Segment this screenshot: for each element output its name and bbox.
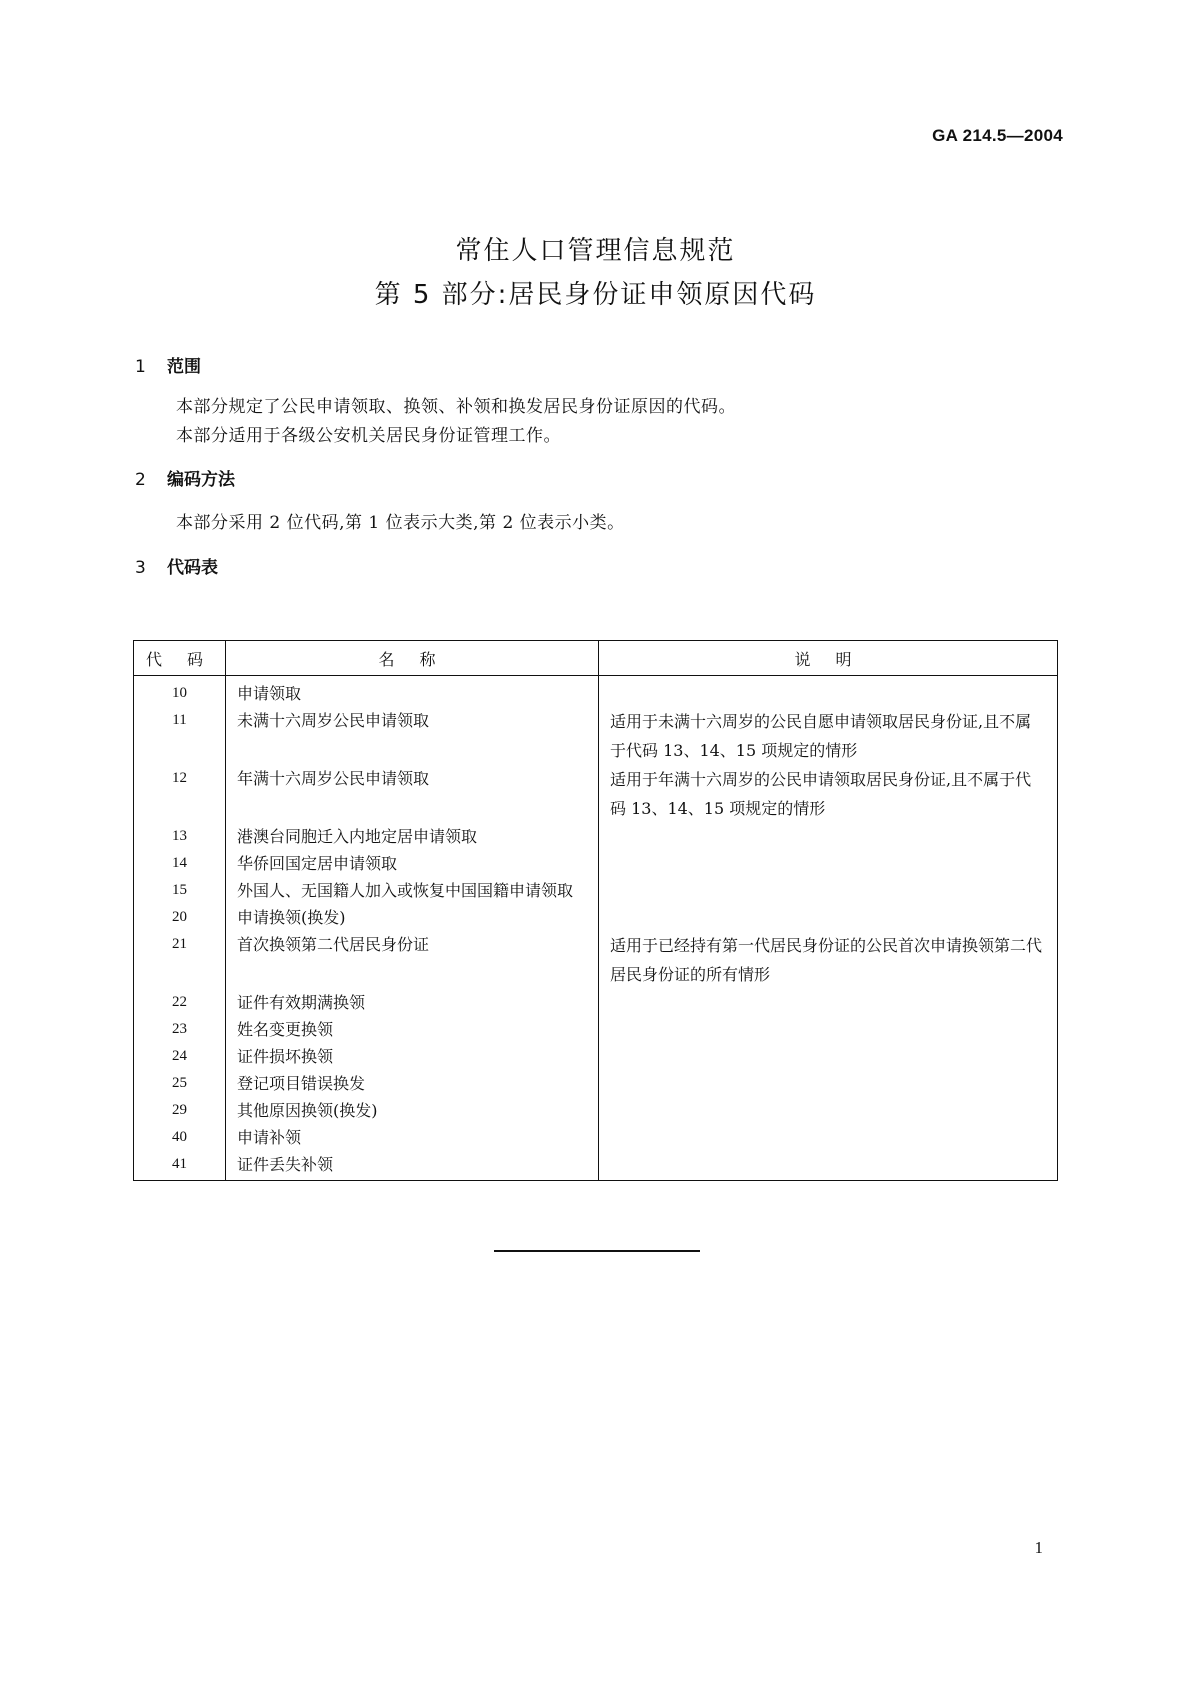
description-cell: 适用于已经持有第一代居民身份证的公民首次申请换领第二代居民身份证的所有情形 <box>599 931 1058 989</box>
document-title: 常住人口管理信息规范 <box>455 236 736 266</box>
section-heading-coding <box>135 465 235 490</box>
section-number: 1 <box>135 357 146 377</box>
name-cell: 申请补领 <box>226 1124 599 1151</box>
name-cell: 登记项目错误换发 <box>226 1070 599 1097</box>
section-heading-scope <box>135 352 201 377</box>
table-row <box>134 1151 1058 1181</box>
code-cell: 25 <box>134 1070 226 1097</box>
header-description: 说 明 <box>599 641 1058 676</box>
table-row <box>134 904 1058 931</box>
description-cell: 适用于未满十六周岁的公民自愿申请领取居民身份证,且不属于代码 13、14、15 项规定的情形 <box>599 707 1058 765</box>
code-cell: 10 <box>134 676 226 708</box>
scope-paragraph-2: 本部分适用于各级公安机关居民身份证管理工作。 <box>176 426 561 446</box>
code-cell: 20 <box>134 904 226 931</box>
page-number: 1 <box>1034 1538 1043 1557</box>
code-cell: 23 <box>134 1016 226 1043</box>
section-number: 3 <box>135 558 146 578</box>
description-cell <box>599 904 1058 931</box>
section-title: 范围 <box>167 357 201 377</box>
table-row <box>134 1097 1058 1124</box>
section-title: 编码方法 <box>167 470 235 490</box>
description-cell <box>599 676 1058 708</box>
table-row <box>134 877 1058 904</box>
table-row <box>134 1124 1058 1151</box>
name-cell: 申请领取 <box>226 676 599 708</box>
description-cell: 适用于年满十六周岁的公民申请领取居民身份证,且不属于代码 13、14、15 项规定的情形 <box>599 765 1058 823</box>
description-cell <box>599 989 1058 1016</box>
section-number: 2 <box>135 470 146 490</box>
table-row <box>134 823 1058 850</box>
name-cell: 首次换领第二代居民身份证 <box>226 931 599 989</box>
code-cell: 15 <box>134 877 226 904</box>
code-table <box>133 640 1058 1181</box>
name-cell: 外国人、无国籍人加入或恢复中国国籍申请领取 <box>226 877 599 904</box>
document-subtitle: 第 5 部分:居民身份证申领原因代码 <box>374 280 817 310</box>
description-cell <box>599 1151 1058 1181</box>
name-cell: 证件损坏换领 <box>226 1043 599 1070</box>
header-name: 名 称 <box>226 641 599 676</box>
code-cell: 40 <box>134 1124 226 1151</box>
table-row <box>134 1043 1058 1070</box>
table-row <box>134 1070 1058 1097</box>
description-cell <box>599 1043 1058 1070</box>
code-cell: 11 <box>134 707 226 765</box>
code-cell: 22 <box>134 989 226 1016</box>
table-row <box>134 989 1058 1016</box>
scope-paragraph-1: 本部分规定了公民申请领取、换领、补领和换发居民身份证原因的代码。 <box>176 397 736 417</box>
description-cell <box>599 1070 1058 1097</box>
table-row <box>134 676 1058 708</box>
table-header-row <box>134 641 1058 676</box>
description-cell <box>599 850 1058 877</box>
description-cell <box>599 1097 1058 1124</box>
code-cell: 21 <box>134 931 226 989</box>
name-cell: 华侨回国定居申请领取 <box>226 850 599 877</box>
name-cell: 未满十六周岁公民申请领取 <box>226 707 599 765</box>
end-rule <box>494 1250 700 1252</box>
description-cell <box>599 1016 1058 1043</box>
name-cell: 申请换领(换发) <box>226 904 599 931</box>
code-cell: 41 <box>134 1151 226 1181</box>
description-cell <box>599 1124 1058 1151</box>
document-number: GA 214.5—2004 <box>932 126 1063 145</box>
code-cell: 14 <box>134 850 226 877</box>
code-cell: 12 <box>134 765 226 823</box>
code-cell: 24 <box>134 1043 226 1070</box>
table-row <box>134 707 1058 765</box>
section-heading-code-table <box>135 553 218 578</box>
description-cell <box>599 877 1058 904</box>
section-title: 代码表 <box>167 558 218 578</box>
code-cell: 29 <box>134 1097 226 1124</box>
header-code: 代 码 <box>134 641 226 676</box>
table-row <box>134 765 1058 823</box>
name-cell: 其他原因换领(换发) <box>226 1097 599 1124</box>
name-cell: 证件有效期满换领 <box>226 989 599 1016</box>
table-row <box>134 931 1058 989</box>
description-cell <box>599 823 1058 850</box>
code-cell: 13 <box>134 823 226 850</box>
name-cell: 港澳台同胞迁入内地定居申请领取 <box>226 823 599 850</box>
name-cell: 姓名变更换领 <box>226 1016 599 1043</box>
table-body <box>134 676 1058 1181</box>
name-cell: 年满十六周岁公民申请领取 <box>226 765 599 823</box>
table-row <box>134 1016 1058 1043</box>
table-row <box>134 850 1058 877</box>
coding-paragraph: 本部分采用 2 位代码,第 1 位表示大类,第 2 位表示小类。 <box>176 513 625 533</box>
name-cell: 证件丢失补领 <box>226 1151 599 1181</box>
